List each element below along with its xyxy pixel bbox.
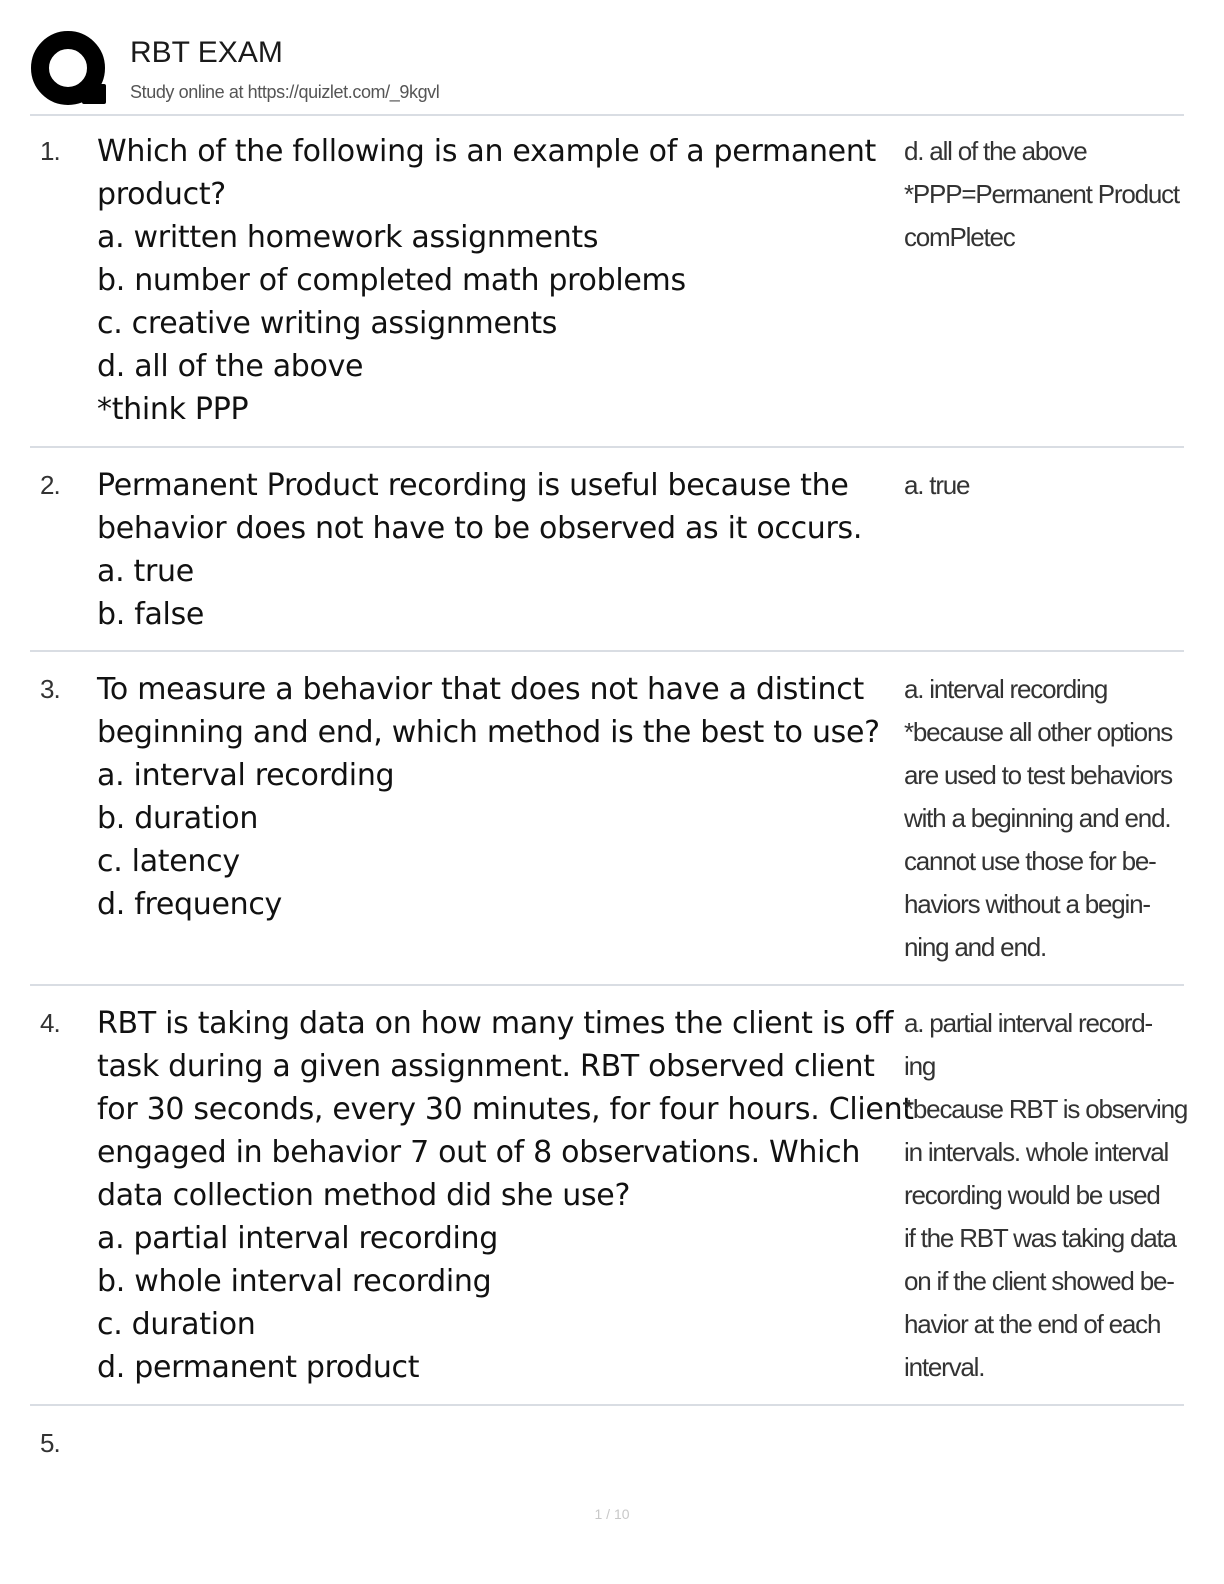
question-line: b. number of completed math problems xyxy=(97,263,686,298)
card-answer xyxy=(904,464,1182,507)
question-line: To measure a behavior that does not have a distinct xyxy=(97,672,864,707)
answer-line: recording would be used xyxy=(904,1180,1160,1210)
flashcard-3 xyxy=(30,668,1184,986)
answer-line: with a beginning and end. xyxy=(904,803,1171,833)
question-line: b. false xyxy=(97,597,205,632)
answer-line: comPletec xyxy=(904,222,1015,252)
question-line: *think PPP xyxy=(97,392,249,427)
question-line: c. latency xyxy=(97,844,240,879)
question-line: c. duration xyxy=(97,1307,256,1342)
study-link[interactable]: Study online at https://quizlet.com/_9kgvl xyxy=(130,82,440,102)
flashcard-2 xyxy=(30,464,1184,652)
question-line: d. frequency xyxy=(97,887,282,922)
question-line: Permanent Product recording is useful because the xyxy=(97,468,849,503)
flashcard-1 xyxy=(30,130,1184,448)
answer-line: a. partial interval record- xyxy=(904,1008,1152,1038)
card-question xyxy=(97,668,897,926)
question-line: a. interval recording xyxy=(97,758,395,793)
answer-line: interval. xyxy=(904,1352,985,1382)
page-title: RBT EXAM xyxy=(130,36,283,69)
card-question xyxy=(97,1002,914,1389)
page-header xyxy=(30,30,1184,116)
card-answer xyxy=(904,668,1182,969)
question-line: product? xyxy=(97,177,226,212)
question-line: task during a given assignment. RBT observed client xyxy=(97,1049,875,1084)
flashcard-4 xyxy=(30,1002,1188,1406)
question-line: b. duration xyxy=(97,801,259,836)
answer-line: on if the client showed be- xyxy=(904,1266,1174,1296)
question-line: for 30 seconds, every 30 minutes, for four hours. Client xyxy=(97,1092,914,1127)
answer-line: havior at the end of each xyxy=(904,1309,1161,1339)
answer-line: d. all of the above xyxy=(904,136,1087,166)
card-number: 4. xyxy=(40,1008,60,1038)
question-line: RBT is taking data on how many times the client is off xyxy=(97,1006,894,1041)
question-line: a. partial interval recording xyxy=(97,1221,499,1256)
card-number: 2. xyxy=(40,470,60,500)
question-line: a. written homework assignments xyxy=(97,220,599,255)
card-number: 5. xyxy=(40,1428,60,1458)
question-line: b. whole interval recording xyxy=(97,1264,492,1299)
answer-line: are used to test behaviors xyxy=(904,760,1172,790)
answer-line: *because all other options xyxy=(904,717,1173,747)
answer-line: haviors without a begin- xyxy=(904,889,1150,919)
page-indicator: 1 / 10 xyxy=(594,1506,630,1522)
question-line: Which of the following is an example of a permanent xyxy=(97,134,877,169)
card-question xyxy=(97,130,897,431)
answer-line: ning and end. xyxy=(904,932,1046,962)
question-line: a. true xyxy=(97,554,194,589)
answer-line: if the RBT was taking data xyxy=(904,1223,1176,1253)
card-number: 3. xyxy=(40,674,60,704)
question-line: engaged in behavior 7 out of 8 observations. Which xyxy=(97,1135,861,1170)
answer-line: *because RBT is observing xyxy=(904,1094,1188,1124)
question-line: d. permanent product xyxy=(97,1350,420,1385)
card-question xyxy=(97,464,897,636)
question-line: data collection method did she use? xyxy=(97,1178,631,1213)
answer-line: a. interval recording xyxy=(904,674,1108,704)
question-line: behavior does not have to be observed as it occurs. xyxy=(97,511,863,546)
card-answer xyxy=(904,130,1182,259)
question-line: d. all of the above xyxy=(97,349,364,384)
quizlet-logo-icon xyxy=(30,30,110,110)
card-answer xyxy=(904,1002,1188,1389)
answer-line: in intervals. whole interval xyxy=(904,1137,1169,1167)
answer-line: cannot use those for be- xyxy=(904,846,1156,876)
answer-line: a. true xyxy=(904,470,970,500)
flashcard-5 xyxy=(30,1422,1184,1472)
question-line: beginning and end, which method is the best to use? xyxy=(97,715,880,750)
card-number: 1. xyxy=(40,136,60,166)
answer-line: ing xyxy=(904,1051,936,1081)
question-line: c. creative writing assignments xyxy=(97,306,558,341)
answer-line: *PPP=Permanent Product xyxy=(904,179,1179,209)
